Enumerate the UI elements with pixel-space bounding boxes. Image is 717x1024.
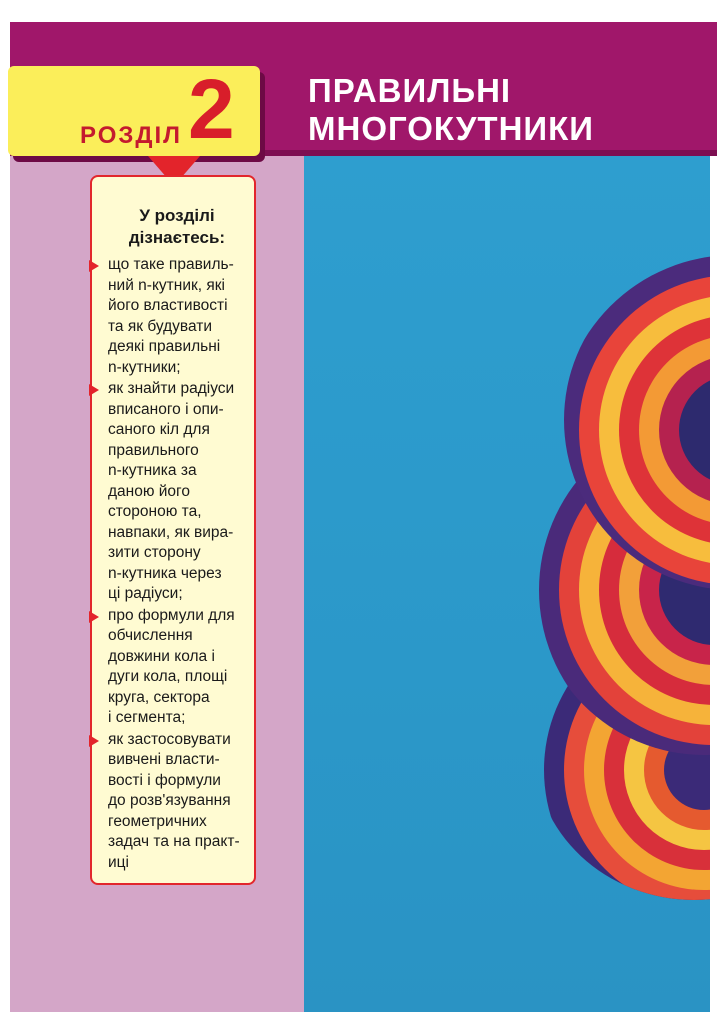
chapter-word: РОЗДІЛ — [80, 122, 182, 149]
goals-list — [108, 255, 246, 873]
learning-goals-card — [90, 175, 256, 885]
card-heading-text: У розділі дізнаєтесь: — [128, 206, 226, 247]
bullet-icon — [89, 260, 99, 272]
card-heading — [108, 205, 246, 249]
balloon-illustration — [304, 150, 710, 1012]
chapter-title-line-2: МНОГОКУТНИКИ — [308, 110, 594, 147]
list-item — [108, 606, 246, 729]
list-item-text: як знайти радіуси вписаного і опи- саного кіл для правильного n-кутника за даною його стороною та, навпаки, як вира- зити сторону n-кутника через ці радіуси; — [108, 380, 235, 602]
list-item-text: як застосовувати вивчені власти- вості і формули до розв'язування геометричних задач та на практ- иці — [108, 730, 240, 871]
bullet-icon — [89, 735, 99, 747]
list-item-text: що таке правиль- ний n-кутник, які його властивості та як будувати деякі правильні n-кутники; — [108, 256, 234, 376]
list-item — [108, 255, 246, 378]
bullet-icon — [89, 611, 99, 623]
list-item-text: про формули для обчислення довжини кола і дуги кола, площі круга, сектора і сегмента; — [108, 606, 235, 726]
chapter-number: 2 — [188, 62, 235, 156]
list-item — [108, 730, 246, 874]
hot-air-balloon-photo — [304, 150, 710, 1012]
chapter-title-line-1: ПРАВИЛЬНІ — [308, 72, 512, 109]
list-item — [108, 379, 246, 605]
bullet-icon — [89, 384, 99, 396]
